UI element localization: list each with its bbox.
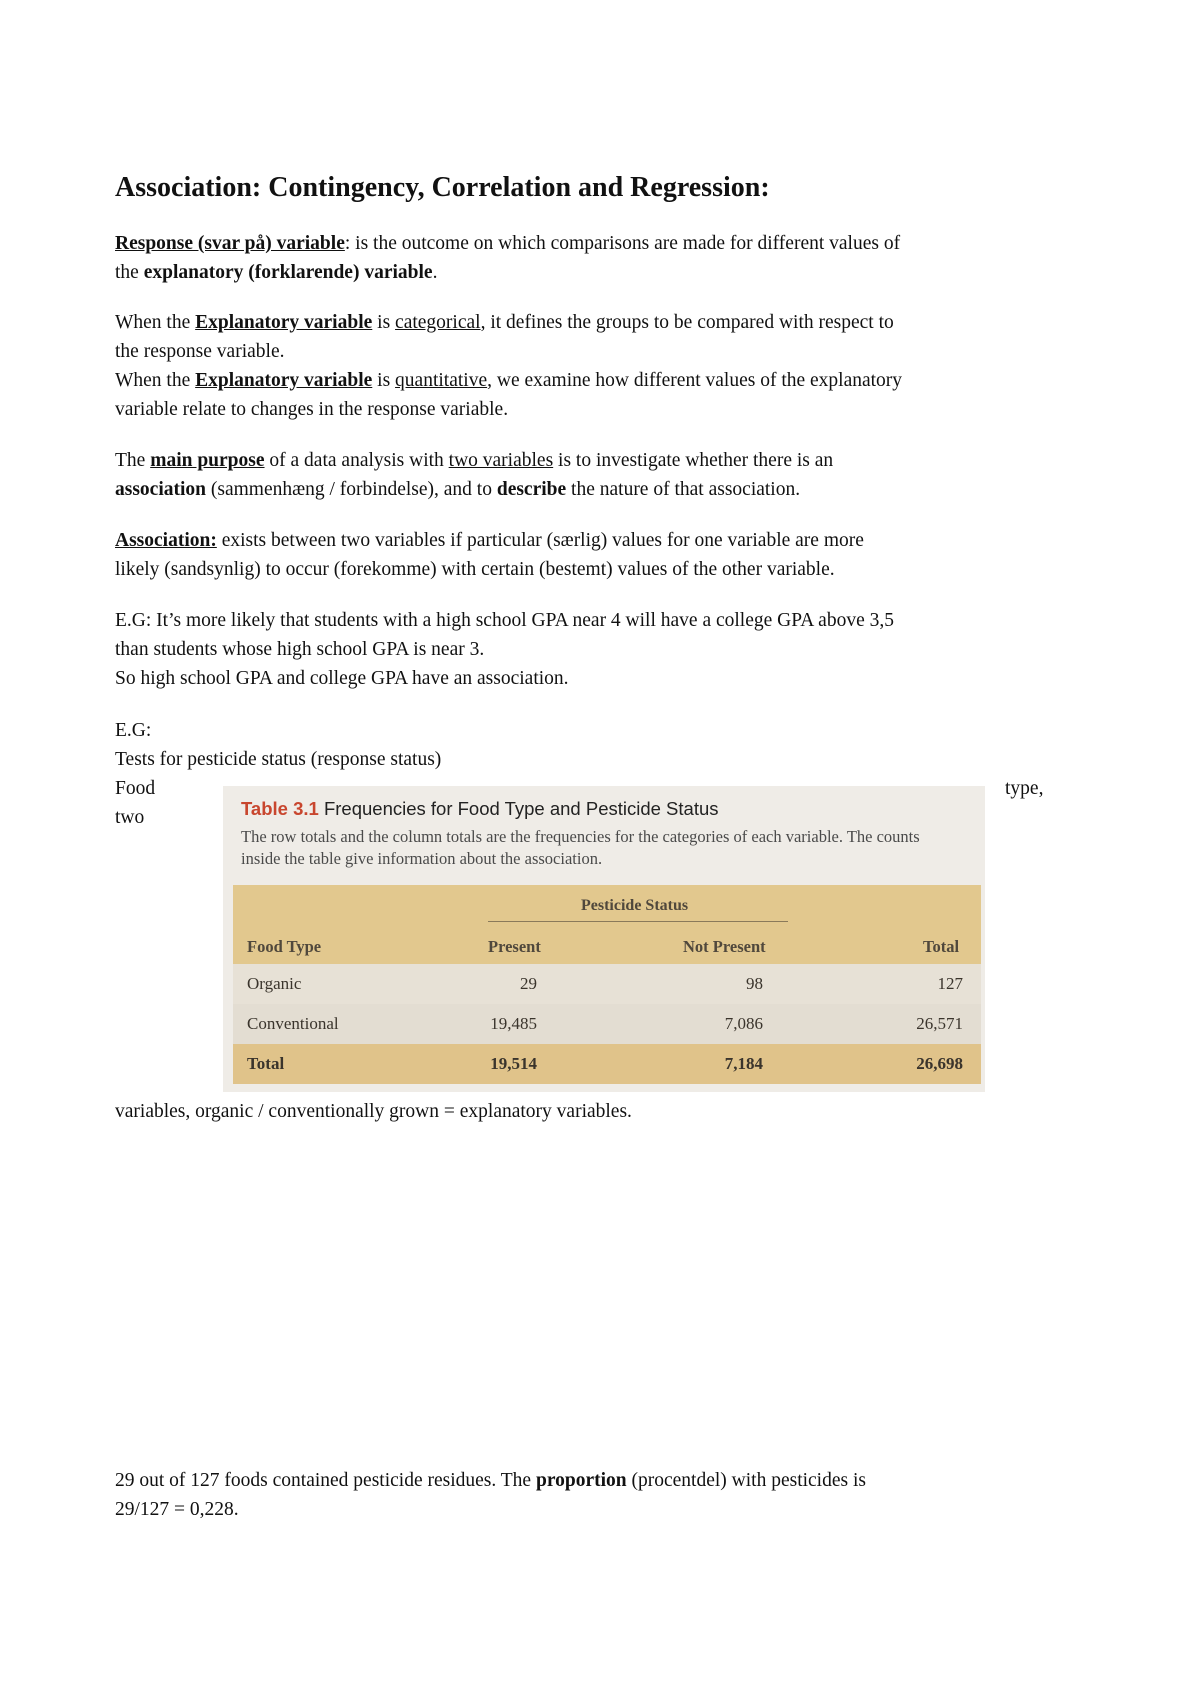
frequency-table [233,885,981,1084]
paragraph-quantitative [115,366,1095,424]
table-row [233,1004,981,1044]
text: 29 out of 127 foods contained pesticide residues. The [115,1470,536,1491]
table-row-total [233,1044,981,1084]
cell-not-present: 7,086 [724,1014,763,1033]
text: the response variable. [115,341,285,362]
cell-present: 29 [520,974,537,993]
paragraph-gpa-example [115,606,1095,693]
table-photo [223,786,985,1092]
text: When the [115,370,196,391]
term-explanatory-variable: Explanatory variable [195,370,373,391]
text: Food [115,778,156,799]
table-caption [241,798,975,820]
text: , we examine how different values of the explanatory [487,370,903,391]
text: (procentdel) with pesticides is [626,1470,866,1491]
paragraph-variables-continued [115,1097,1095,1126]
text: Tests for pesticide status (response status) [115,749,442,770]
cell-present: 19,514 [490,1054,537,1073]
paragraph-proportion [115,1466,1095,1524]
term-association: association [115,479,207,500]
cell-total: 26,571 [916,1014,963,1033]
term-categorical: categorical [395,312,481,333]
text: . [432,262,438,283]
cell-total: 26,698 [916,1054,963,1073]
term-describe: describe [496,479,567,500]
col-header-total: Total [923,937,960,956]
term-main-purpose: main purpose [150,450,265,471]
cell-not-present: 7,184 [724,1054,763,1073]
table-caption-text: Frequencies for Food Type and Pesticide Status [318,798,719,819]
cell-not-present: 98 [746,974,763,993]
text: two [115,807,145,828]
paragraph-response-variable [115,229,1095,287]
cell-total: 127 [937,974,963,993]
row-label: Total [247,1054,285,1073]
term-response-variable: Response (svar på) variable [115,233,345,254]
term-explanatory-variable: Explanatory variable [195,312,373,333]
cell-present: 19,485 [490,1014,537,1033]
paragraph-main-purpose [115,446,1095,504]
term-association-heading: Association: [115,530,217,551]
text: variable relate to changes in the response variable. [115,399,509,420]
text: variables, organic / conventionally grown = explanatory variables. [115,1101,632,1122]
page-title: Association: Contingency, Correlation and Regression: [115,172,770,203]
paragraph-association-definition [115,526,1095,584]
row-label: Organic [247,974,302,993]
text: 29/127 = 0,228. [115,1499,239,1520]
text: the [115,262,144,283]
col-header-present: Present [488,937,541,956]
text: likely (sandsynlig) to occur (forekomme) with certain (bestemt) values of the other variable. [115,559,835,580]
text: of a data analysis with [264,450,449,471]
text: the nature of that association. [566,479,801,500]
text: is [372,312,396,333]
text: So high school GPA and college GPA have an association. [115,668,569,689]
wrapped-word-type: type, [1005,778,1044,799]
text: than students whose high school GPA is near 3. [115,639,485,660]
col-header-food-type: Food Type [247,937,322,956]
text: (sammenhæng / forbindelse), and to [206,479,497,500]
text: E.G: It’s more likely that students with a high school GPA near 4 will have a college GPA above 3,5 [115,610,894,631]
text: The [115,450,151,471]
text: E.G: [115,720,152,741]
paragraph-categorical [115,308,1095,366]
text: : is the outcome on which comparisons are made for different values of [344,233,901,254]
group-header: Pesticide Status [581,897,689,914]
text: exists between two variables if particular (særlig) values for one variable are more [216,530,864,551]
term-explanatory-variable: explanatory (forklarende) variable [143,262,433,283]
term-quantitative: quantitative [395,370,488,391]
text: is [372,370,396,391]
text: , it defines the groups to be compared with respect to [480,312,894,333]
row-label: Conventional [247,1014,339,1033]
term-proportion: proportion [535,1470,627,1491]
table-description: The row totals and the column totals are the frequencies for the categories of each variable. The counts inside the table give information about the association. [241,827,920,868]
text: is to investigate whether there is an [553,450,834,471]
col-header-not-present: Not Present [683,937,766,956]
text: When the [115,312,196,333]
table-row [233,964,981,1004]
table-number: Table 3.1 [241,798,319,819]
term-two-variables: two variables [448,450,554,471]
group-header-rule [488,921,788,922]
